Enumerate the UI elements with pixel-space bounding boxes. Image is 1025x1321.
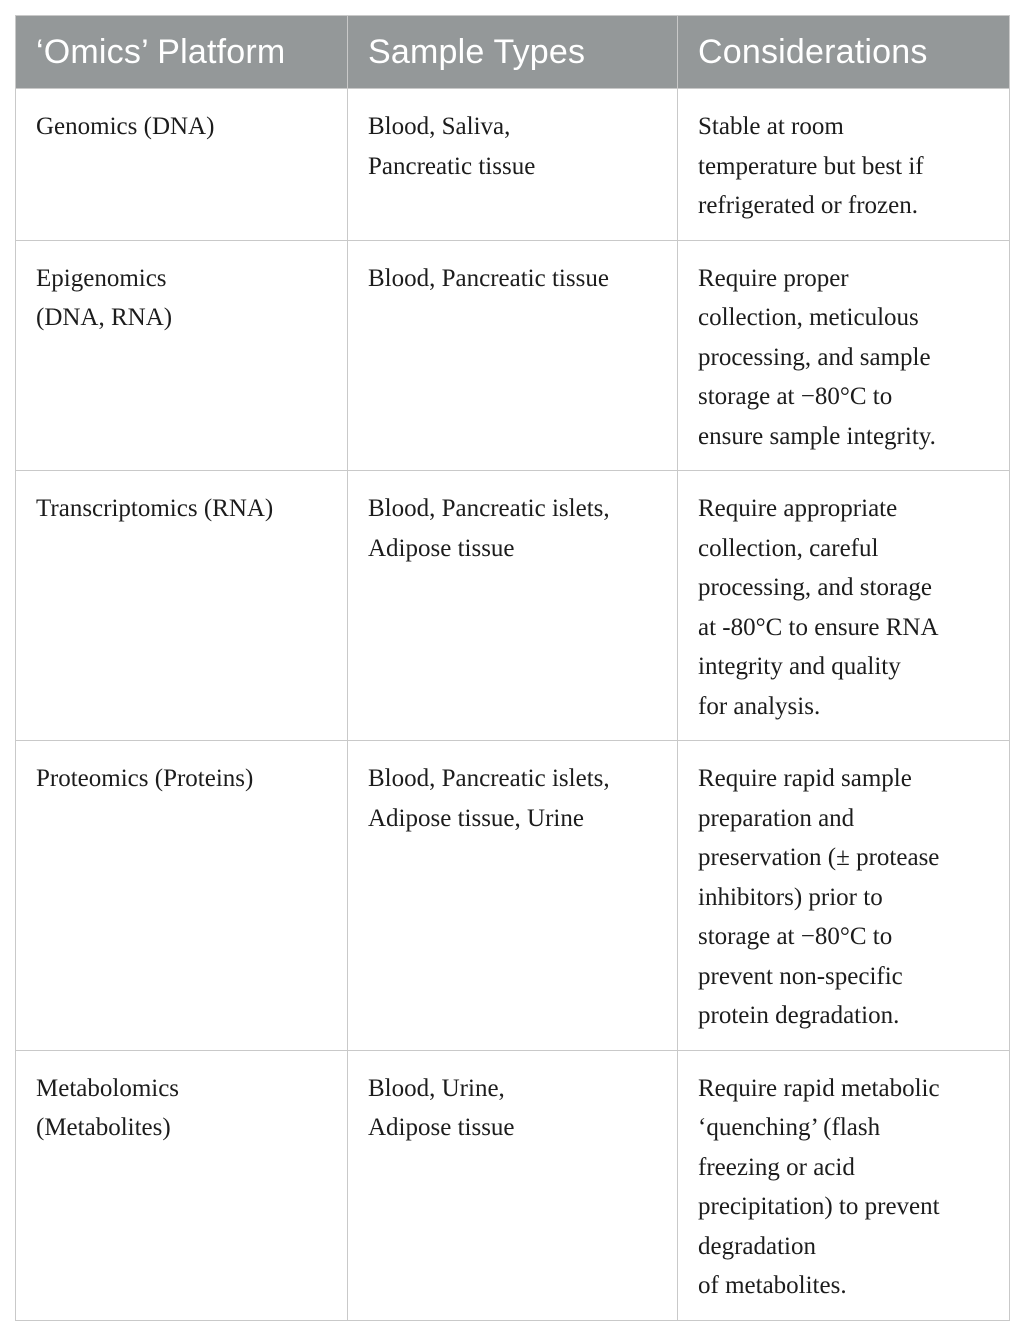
- cell-line: Require rapid metabolic: [698, 1074, 940, 1102]
- cell-line: (Metabolites): [36, 1114, 171, 1141]
- platform-cell: [16, 471, 348, 741]
- header-omics-platform: ‘Omics’ Platform: [16, 16, 348, 89]
- sample-types-cell: [348, 240, 678, 471]
- platform-cell: [16, 89, 348, 241]
- cell-line: preparation and: [698, 804, 855, 832]
- platform-cell: [16, 741, 348, 1051]
- cell-line: Blood, Pancreatic islets,: [368, 765, 610, 792]
- cell-line: Require rapid sample: [698, 765, 912, 792]
- cell-line: Adipose tissue, Urine: [368, 804, 584, 832]
- cell-line: Adipose tissue: [368, 1114, 515, 1141]
- considerations-cell: [678, 1050, 1010, 1320]
- omics-platform-table: [15, 15, 1010, 1321]
- cell-line: storage at −80°C to: [698, 923, 893, 950]
- cell-line: Epigenomics: [36, 264, 167, 292]
- cell-line: of metabolites.: [698, 1272, 847, 1299]
- cell-line: processing, and storage: [698, 574, 932, 601]
- cell-line: collection, meticulous: [698, 304, 919, 331]
- cell-line: ‘quenching’ (flash: [698, 1114, 881, 1141]
- platform-cell: [16, 1050, 348, 1320]
- cell-line: temperature but best if: [698, 152, 924, 180]
- table-row: [16, 89, 1010, 241]
- header-considerations: Considerations: [678, 16, 1010, 89]
- header-sample-types: Sample Types: [348, 16, 678, 89]
- cell-line: Genomics (DNA): [36, 113, 215, 140]
- cell-line: precipitation) to prevent: [698, 1193, 940, 1220]
- table-row: [16, 240, 1010, 471]
- cell-line: integrity and quality: [698, 653, 901, 680]
- cell-line: at -80°C to ensure RNA: [698, 613, 939, 641]
- cell-line: Adipose tissue: [368, 534, 515, 562]
- cell-line: Require proper: [698, 264, 849, 292]
- cell-line: Proteomics (Proteins): [36, 765, 254, 792]
- cell-line: inhibitors) prior to: [698, 883, 883, 911]
- cell-line: ensure sample integrity.: [698, 422, 936, 450]
- cell-line: preservation (± protease: [698, 844, 940, 871]
- sample-types-cell: [348, 741, 678, 1051]
- cell-line: degradation: [698, 1232, 817, 1260]
- cell-line: Blood, Pancreatic islets,: [368, 495, 610, 522]
- cell-line: Stable at room: [698, 113, 844, 140]
- sample-types-cell: [348, 89, 678, 241]
- sample-types-cell: [348, 1050, 678, 1320]
- table-row: [16, 1050, 1010, 1320]
- cell-line: Metabolomics: [36, 1074, 180, 1102]
- cell-line: for analysis.: [698, 692, 821, 720]
- cell-line: (DNA, RNA): [36, 304, 173, 331]
- cell-line: Require appropriate: [698, 495, 898, 522]
- cell-line: Transcriptomics (RNA): [36, 495, 274, 522]
- cell-line: Blood, Pancreatic tissue: [368, 264, 609, 292]
- cell-line: Pancreatic tissue: [368, 152, 536, 180]
- cell-line: Blood, Saliva,: [368, 113, 511, 140]
- cell-line: Blood, Urine,: [368, 1074, 505, 1102]
- considerations-cell: [678, 240, 1010, 471]
- table-row: [16, 741, 1010, 1051]
- platform-cell: [16, 240, 348, 471]
- table-header-row: [16, 16, 1010, 89]
- cell-line: prevent non-specific: [698, 962, 903, 990]
- considerations-cell: [678, 741, 1010, 1051]
- considerations-cell: [678, 471, 1010, 741]
- cell-line: protein degradation.: [698, 1002, 900, 1029]
- sample-types-cell: [348, 471, 678, 741]
- cell-line: refrigerated or frozen.: [698, 192, 918, 219]
- cell-line: processing, and sample: [698, 343, 931, 371]
- cell-line: collection, careful: [698, 534, 879, 562]
- table-row: [16, 471, 1010, 741]
- cell-line: storage at −80°C to: [698, 383, 893, 410]
- considerations-cell: [678, 89, 1010, 241]
- cell-line: freezing or acid: [698, 1153, 855, 1181]
